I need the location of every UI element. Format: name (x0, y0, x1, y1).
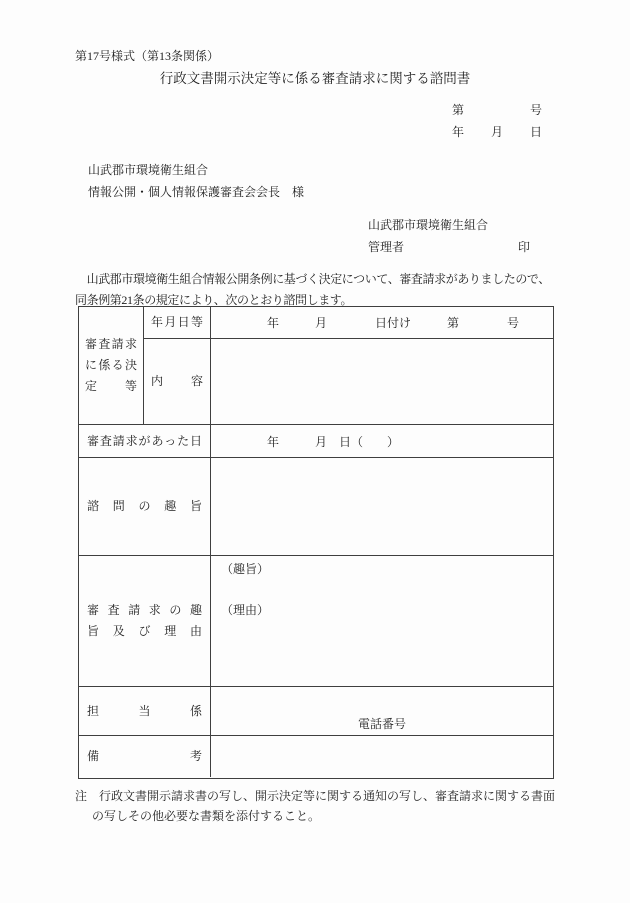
decision-content-label: 内容 (151, 374, 203, 388)
phone-number-label: 電話番号 (357, 717, 406, 731)
purpose-reason-row (79, 556, 553, 687)
addressee-block (88, 159, 304, 203)
date-month-label: 月 (490, 125, 503, 139)
body-line-2: 同条例第21条の規定により、次のとおり諮問します。 (75, 293, 353, 307)
decision-group-label-cell (79, 307, 144, 424)
decision-group-row (79, 307, 553, 425)
request-date-label: 審査請求があった日 (87, 433, 202, 448)
inquiry-form-table (78, 306, 554, 779)
inquiry-purpose-value-cell (211, 458, 553, 555)
footnote (75, 786, 555, 826)
purpose-reason-label: 審査請求の趣 旨及び理由 (87, 603, 202, 638)
footnote-line-1: 注 行政文書開示請求書の写し、開示決定等に関する通知の写し、審査請求に関する書面 (75, 789, 556, 803)
date-line (452, 123, 542, 140)
seal-mark: 印 (517, 240, 530, 254)
body-line-1: 山武郡市環境衛生組合情報公開条例に基づく決定について、審査請求がありましたので、 (75, 272, 550, 286)
inquiry-purpose-row (79, 458, 553, 556)
purpose-reason-label-cell (79, 556, 211, 686)
document-title: 行政文書開示決定等に係る審査請求に関する諮問書 (159, 71, 471, 86)
request-date-label-cell (79, 425, 211, 457)
remarks-label-cell (79, 736, 211, 777)
decision-date-label-cell (144, 307, 211, 338)
remarks-value-cell (211, 736, 553, 777)
staff-row (79, 687, 553, 736)
addressee-title: 情報公開・個人情報保護審査会会長 様 (88, 185, 305, 199)
staff-label-cell (79, 687, 211, 735)
decision-group-right (144, 307, 553, 424)
doc-number-suffix: 号 (529, 103, 542, 117)
decision-content-value-cell (211, 339, 553, 424)
request-date-row (79, 425, 553, 458)
decision-content-label-cell (144, 339, 211, 424)
decision-group-label: 審査請求 に係る決 定等 (85, 337, 137, 393)
reason-heading: （理由） (221, 603, 270, 617)
staff-value-cell (211, 687, 553, 735)
inquiry-purpose-label-cell (79, 458, 211, 555)
addressee-org: 山武郡市環境衛生組合 (88, 163, 209, 177)
decision-date-value-cell: 年 月 日付け 第 号 (267, 316, 520, 330)
purpose-reason-value-cell (211, 556, 553, 686)
remarks-label: 備考 (87, 749, 202, 763)
decision-content-row (144, 339, 553, 424)
decision-date-row (144, 307, 553, 339)
form-number: 第17号様式（第13条関係） (75, 49, 220, 63)
body-paragraph (75, 269, 550, 311)
sender-signature-line (368, 236, 530, 258)
sender-block (368, 214, 530, 258)
footnote-line-2: の写しその他必要な書類を添付すること。 (92, 809, 321, 823)
sender-title: 管理者 (368, 240, 405, 254)
date-day-label: 日 (529, 125, 542, 139)
document-number-line (452, 101, 542, 118)
date-year-label: 年 (452, 125, 465, 139)
staff-label: 担当係 (87, 703, 202, 718)
doc-number-prefix: 第 (452, 103, 465, 117)
purpose-heading: （趣旨） (221, 562, 270, 576)
remarks-row (79, 736, 553, 777)
inquiry-purpose-label: 諮問の趣旨 (87, 499, 202, 513)
request-date-value-cell: 年 月 日（ ） (267, 434, 400, 449)
sender-org: 山武郡市環境衛生組合 (368, 218, 489, 232)
decision-date-label: 年月日等 (151, 315, 203, 329)
